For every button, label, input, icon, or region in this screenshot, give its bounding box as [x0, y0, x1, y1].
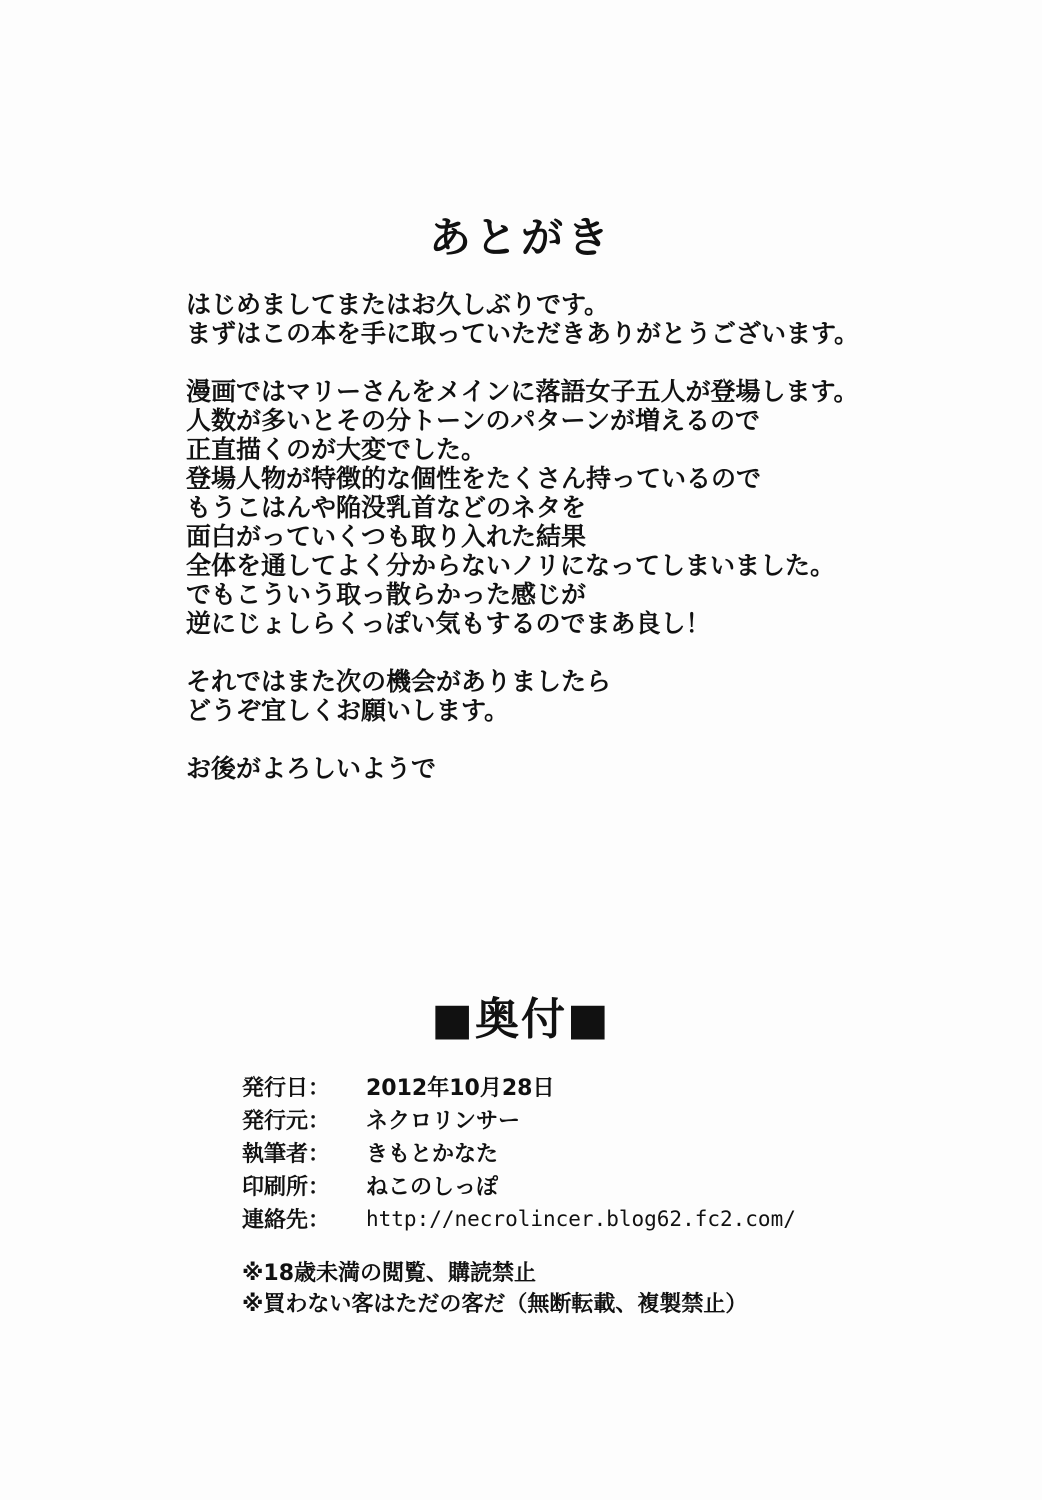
- afterword-line: 正直描くのが大変でした。: [186, 435, 487, 464]
- colophon-contact-url: http://necrolincer.blog62.fc2.com/: [366, 1206, 796, 1231]
- colophon-key: 印刷所：: [242, 1175, 331, 1200]
- colophon-value: 2012年10月28日: [366, 1076, 555, 1101]
- colophon-table: [242, 1070, 942, 1235]
- colophon-row-publisher: [242, 1103, 942, 1136]
- colophon-notices: [242, 1258, 1002, 1320]
- colophon-title: ■奥付■: [431, 994, 611, 1045]
- colophon-value: ネクロリンサー: [366, 1109, 521, 1134]
- afterword-line: もうこはんや陥没乳首などのネタを: [186, 493, 587, 522]
- afterword-paragraph: [186, 290, 986, 348]
- colophon-row-contact: [242, 1202, 942, 1235]
- afterword-line: お後がよろしいようで: [186, 754, 437, 783]
- afterword-line: どうぞ宜しくお願いします。: [186, 696, 510, 725]
- afterword-line: 面白がっていくつも取り入れた結果: [186, 522, 587, 551]
- afterword-line: それではまた次の機会がありましたら: [186, 667, 612, 696]
- afterword-line: 人数が多いとその分トーンのパターンが増えるので: [186, 406, 761, 435]
- afterword-line: 全体を通してよく分からないノリになってしまいました。: [186, 551, 836, 580]
- afterword-line: まずはこの本を手に取っていただきありがとうございます。: [186, 319, 860, 348]
- afterword-title: あとがき: [428, 213, 613, 262]
- afterword-line: でもこういう取っ散らかった感じが: [186, 580, 587, 609]
- afterword-line: 逆にじょしらくっぽい気もするのでまあ良し！: [186, 609, 711, 638]
- colophon-value: ねこのしっぽ: [366, 1175, 499, 1200]
- colophon-row-date: [242, 1070, 942, 1103]
- afterword-line: 登場人物が特徴的な個性をたくさん持っているので: [186, 464, 762, 493]
- afterword-line: 漫画ではマリーさんをメインに落語女子五人が登場します。: [186, 377, 859, 406]
- notice-line: ※18歳未満の閲覧、購読禁止: [242, 1261, 537, 1286]
- afterword-paragraph: [186, 754, 986, 783]
- colophon-row-author: [242, 1136, 942, 1169]
- colophon-key: 連絡先：: [242, 1208, 331, 1233]
- colophon-key: 発行日：: [242, 1076, 331, 1101]
- colophon-key: 発行元：: [242, 1109, 331, 1134]
- afterword-paragraph: [186, 667, 986, 725]
- afterword-line: はじめましてまたはお久しぶりです。: [186, 290, 610, 319]
- notice-line: ※買わない客はただの客だ（無断転載、複製禁止）: [242, 1292, 748, 1317]
- afterword-body: [186, 290, 986, 812]
- colophon-row-printer: [242, 1169, 942, 1202]
- colophon-value: きもとかなた: [366, 1142, 499, 1167]
- colophon-key: 執筆者：: [242, 1142, 331, 1167]
- afterword-paragraph: [186, 377, 986, 638]
